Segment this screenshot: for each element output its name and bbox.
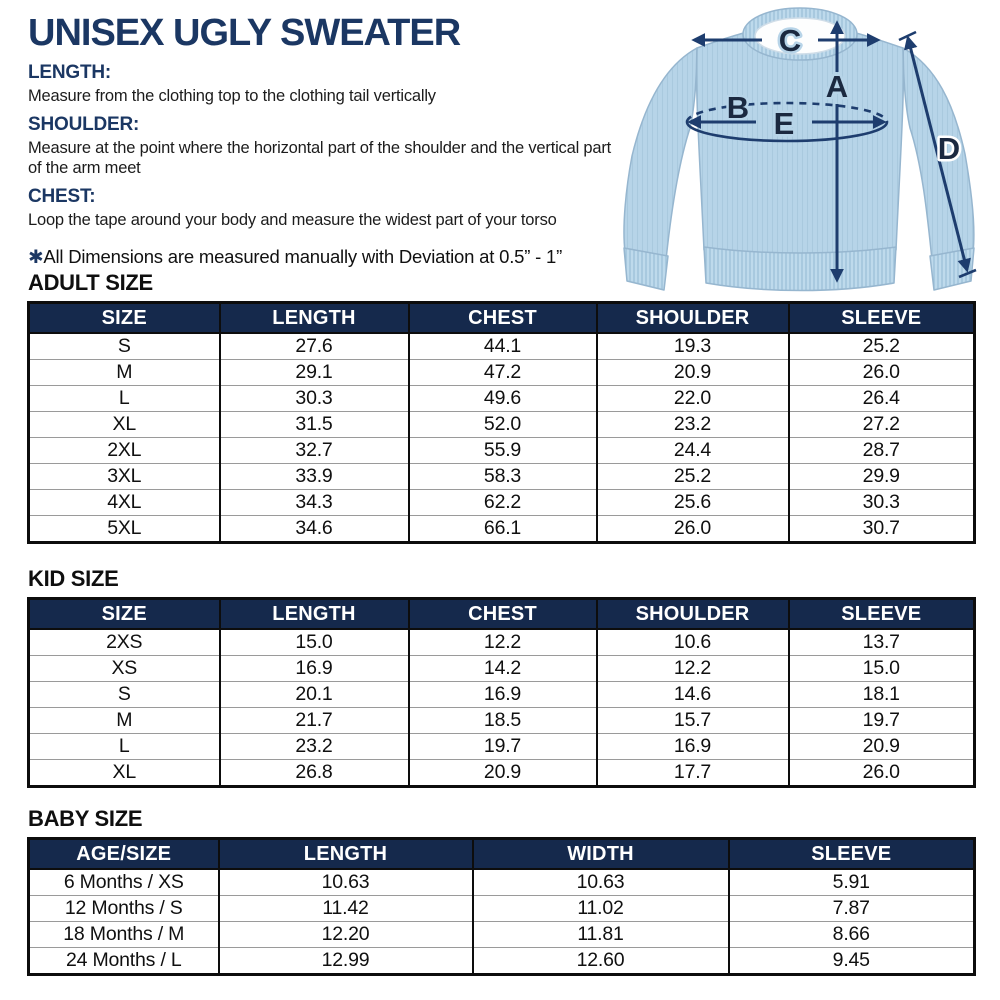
- table-row: [29, 412, 975, 438]
- measurement-cell: 30.7: [789, 516, 975, 543]
- column-header: LENGTH: [219, 839, 473, 870]
- size-cell: L: [29, 734, 220, 760]
- measurement-cell: 12.20: [219, 922, 473, 948]
- measurement-cell: 18.1: [789, 682, 975, 708]
- kid-size-heading: KID SIZE: [28, 566, 119, 591]
- measurement-cell: 27.6: [220, 333, 409, 360]
- table-row: [29, 708, 975, 734]
- chest-instruction: [28, 186, 628, 230]
- measurement-cell: 23.2: [220, 734, 409, 760]
- measurement-cell: 30.3: [789, 490, 975, 516]
- measurement-cell: 9.45: [729, 948, 975, 975]
- table-row: [29, 360, 975, 386]
- measurement-cell: 34.3: [220, 490, 409, 516]
- measurement-cell: 26.0: [597, 516, 789, 543]
- adult-size-heading: ADULT SIZE: [28, 270, 153, 295]
- size-cell: 24 Months / L: [29, 948, 219, 975]
- measurement-cell: 20.9: [789, 734, 975, 760]
- column-header: CHEST: [409, 599, 597, 630]
- table-header-row: [29, 839, 975, 870]
- size-cell: M: [29, 360, 220, 386]
- measurement-cell: 12.99: [219, 948, 473, 975]
- measurement-cell: 29.9: [789, 464, 975, 490]
- length-instruction: [28, 62, 628, 106]
- measurement-cell: 14.2: [409, 656, 597, 682]
- column-header: SIZE: [29, 303, 220, 334]
- measurement-cell: 27.2: [789, 412, 975, 438]
- size-cell: 18 Months / M: [29, 922, 219, 948]
- measurement-cell: 28.7: [789, 438, 975, 464]
- measurement-cell: 25.6: [597, 490, 789, 516]
- measurement-cell: 12.2: [409, 629, 597, 656]
- measurement-cell: 55.9: [409, 438, 597, 464]
- measurement-cell: 34.6: [220, 516, 409, 543]
- deviation-note: [28, 246, 628, 268]
- size-cell: 12 Months / S: [29, 896, 219, 922]
- length-text: Measure from the clothing top to the clothing tail vertically: [28, 87, 436, 105]
- measurement-cell: 10.63: [473, 869, 729, 896]
- measurement-cell: 13.7: [789, 629, 975, 656]
- size-cell: 3XL: [29, 464, 220, 490]
- sweater-measurement-diagram: [600, 0, 1000, 312]
- table-row: [29, 869, 975, 896]
- column-header: LENGTH: [220, 303, 409, 334]
- measurement-cell: 16.9: [220, 656, 409, 682]
- size-cell: S: [29, 682, 220, 708]
- table-row: [29, 516, 975, 543]
- label-c-shoulder: C: [778, 23, 802, 58]
- size-cell: 5XL: [29, 516, 220, 543]
- baby-size-heading: BABY SIZE: [28, 806, 143, 831]
- measurement-cell: 33.9: [220, 464, 409, 490]
- measurement-cell: 26.8: [220, 760, 409, 787]
- measurement-cell: 20.1: [220, 682, 409, 708]
- label-e-width: E: [773, 106, 795, 141]
- label-b-chest: B: [726, 90, 750, 125]
- table-row: [29, 333, 975, 360]
- shoulder-label: SHOULDER:: [28, 114, 140, 135]
- size-cell: XL: [29, 760, 220, 787]
- measurement-cell: 23.2: [597, 412, 789, 438]
- measurement-cell: 25.2: [789, 333, 975, 360]
- table-row: [29, 948, 975, 975]
- size-cell: 2XS: [29, 629, 220, 656]
- table-row: [29, 386, 975, 412]
- measurement-cell: 15.0: [220, 629, 409, 656]
- size-cell: S: [29, 333, 220, 360]
- measurement-cell: 19.7: [409, 734, 597, 760]
- table-header-row: [29, 599, 975, 630]
- table-row: [29, 734, 975, 760]
- measurement-cell: 25.2: [597, 464, 789, 490]
- label-d-sleeve: D: [937, 131, 961, 166]
- measurement-cell: 49.6: [409, 386, 597, 412]
- measurement-cell: 14.6: [597, 682, 789, 708]
- table-row: [29, 464, 975, 490]
- table-row: [29, 629, 975, 656]
- column-header: AGE/SIZE: [29, 839, 219, 870]
- measurement-cell: 22.0: [597, 386, 789, 412]
- measurement-cell: 18.5: [409, 708, 597, 734]
- measurement-cell: 12.2: [597, 656, 789, 682]
- measurement-cell: 11.81: [473, 922, 729, 948]
- measurement-cell: 10.63: [219, 869, 473, 896]
- adult-size-section: [27, 270, 973, 544]
- column-header: SLEEVE: [789, 303, 975, 334]
- measurement-cell: 11.42: [219, 896, 473, 922]
- measurement-cell: 58.3: [409, 464, 597, 490]
- measurement-cell: 66.1: [409, 516, 597, 543]
- table-row: [29, 896, 975, 922]
- measurement-cell: 26.0: [789, 360, 975, 386]
- measurement-cell: 62.2: [409, 490, 597, 516]
- page-title: UNISEX UGLY SWEATER: [28, 12, 461, 54]
- measurement-cell: 19.7: [789, 708, 975, 734]
- adult-size-table: [27, 301, 976, 544]
- column-header: SHOULDER: [597, 599, 789, 630]
- column-header: WIDTH: [473, 839, 729, 870]
- table-header-row: [29, 303, 975, 334]
- measurement-cell: 15.0: [789, 656, 975, 682]
- baby-size-table: [27, 837, 976, 976]
- column-header: SLEEVE: [789, 599, 975, 630]
- measurement-cell: 31.5: [220, 412, 409, 438]
- size-cell: M: [29, 708, 220, 734]
- intro-block: [28, 12, 628, 268]
- measurement-cell: 47.2: [409, 360, 597, 386]
- measurement-cell: 52.0: [409, 412, 597, 438]
- measurement-cell: 19.3: [597, 333, 789, 360]
- measurement-cell: 44.1: [409, 333, 597, 360]
- measurement-cell: 20.9: [409, 760, 597, 787]
- measurement-cell: 21.7: [220, 708, 409, 734]
- table-row: [29, 682, 975, 708]
- asterisk-icon: ✱: [28, 246, 44, 267]
- kid-size-section: [27, 566, 973, 788]
- measurement-cell: 10.6: [597, 629, 789, 656]
- measurement-cell: 7.87: [729, 896, 975, 922]
- kid-size-table: [27, 597, 976, 788]
- measurement-cell: 32.7: [220, 438, 409, 464]
- length-label: LENGTH:: [28, 62, 112, 83]
- baby-size-section: [27, 806, 973, 976]
- measurement-cell: 12.60: [473, 948, 729, 975]
- size-cell: 4XL: [29, 490, 220, 516]
- size-cell: XS: [29, 656, 220, 682]
- measurement-cell: 16.9: [597, 734, 789, 760]
- deviation-note-text: All Dimensions are measured manually with Deviation at 0.5” - 1”: [43, 246, 563, 267]
- measurement-cell: 17.7: [597, 760, 789, 787]
- shoulder-text: Measure at the point where the horizontal part of the shoulder and the vertical part of the arm meet: [28, 139, 612, 177]
- measurement-cell: 16.9: [409, 682, 597, 708]
- sweater-illustration: [600, 0, 1000, 312]
- measurement-cell: 26.4: [789, 386, 975, 412]
- table-row: [29, 438, 975, 464]
- size-cell: 6 Months / XS: [29, 869, 219, 896]
- table-row: [29, 656, 975, 682]
- chest-label: CHEST:: [28, 186, 96, 207]
- size-cell: 2XL: [29, 438, 220, 464]
- measurement-cell: 24.4: [597, 438, 789, 464]
- table-row: [29, 490, 975, 516]
- table-row: [29, 760, 975, 787]
- column-header: SIZE: [29, 599, 220, 630]
- measurement-cell: 20.9: [597, 360, 789, 386]
- measurement-cell: 15.7: [597, 708, 789, 734]
- column-header: SLEEVE: [729, 839, 975, 870]
- measurement-cell: 11.02: [473, 896, 729, 922]
- measurement-cell: 5.91: [729, 869, 975, 896]
- chest-text: Loop the tape around your body and measure the widest part of your torso: [28, 211, 557, 229]
- column-header: SHOULDER: [597, 303, 789, 334]
- column-header: LENGTH: [220, 599, 409, 630]
- size-cell: XL: [29, 412, 220, 438]
- measurement-cell: 30.3: [220, 386, 409, 412]
- column-header: CHEST: [409, 303, 597, 334]
- table-row: [29, 922, 975, 948]
- measurement-cell: 29.1: [220, 360, 409, 386]
- measurement-cell: 26.0: [789, 760, 975, 787]
- shoulder-instruction: [28, 114, 628, 178]
- label-a-length: A: [825, 69, 849, 104]
- size-cell: L: [29, 386, 220, 412]
- measurement-cell: 8.66: [729, 922, 975, 948]
